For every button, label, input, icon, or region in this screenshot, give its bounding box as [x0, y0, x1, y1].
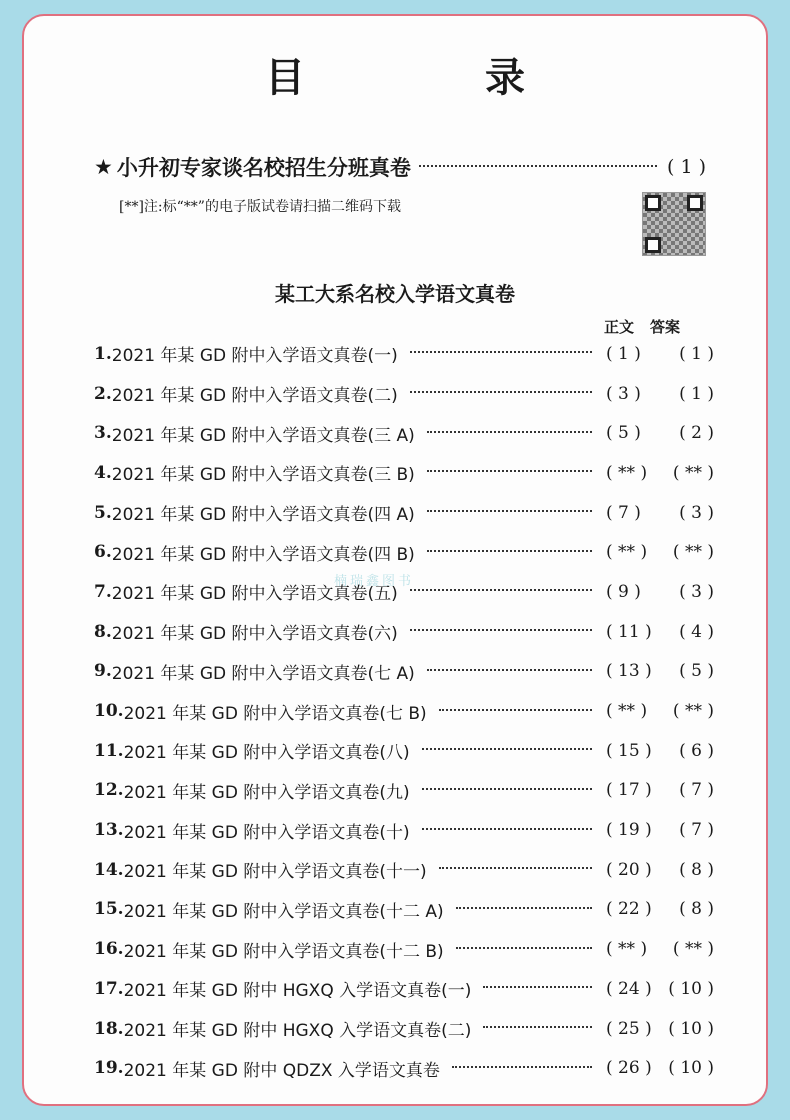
toc-row-pages [606, 661, 714, 681]
toc-row-answer-page: ( 1 ) [679, 343, 714, 364]
dot-leader [419, 164, 657, 167]
dot-leader [439, 866, 592, 869]
dot-leader [427, 430, 592, 433]
watermark: 楠瑞鑫图书 [334, 574, 415, 589]
toc-row-main-page: ( 20 ) [606, 859, 652, 880]
column-header-answer: 答案 [650, 318, 681, 336]
toc-row-pages [606, 899, 714, 919]
toc-row-number: 7. [94, 581, 112, 602]
toc-row-title: 2021 年某 GD 附中入学语文真卷(十一) [123, 862, 427, 883]
toc-row[interactable] [94, 929, 714, 969]
toc-row[interactable] [94, 612, 714, 652]
toc-row-title: 2021 年某 GD 附中入学语文真卷(八) [123, 743, 410, 764]
featured-entry-label: 小升初专家谈名校招生分班真卷 [116, 156, 411, 180]
toc-row-main-page: ( 26 ) [606, 1058, 652, 1079]
toc-row-title: 2021 年某 GD 附中入学语文真卷(二) [111, 386, 398, 407]
toc-row-title: 2021 年某 GD 附中 QDZX 入学语文真卷 [123, 1060, 440, 1081]
toc-row-answer-page: ( 3 ) [679, 581, 714, 602]
toc-row-answer-page: ( ** ) [672, 939, 714, 960]
toc-row-title: 2021 年某 GD 附中入学语文真卷(三 A) [111, 425, 415, 446]
dot-leader [422, 787, 592, 790]
toc-row-title: 2021 年某 GD 附中入学语文真卷(十) [123, 822, 410, 843]
toc-row-pages [606, 701, 714, 721]
toc-row-answer-page: ( 1 ) [679, 383, 714, 404]
toc-row[interactable] [94, 969, 714, 1009]
toc-row-main-page: ( 25 ) [606, 1018, 652, 1039]
qr-finder-pattern [645, 195, 661, 211]
toc-row[interactable] [94, 691, 714, 731]
section-title: 某工大系名校入学语文真卷 [275, 282, 515, 306]
toc-row-pages [606, 622, 714, 642]
dot-leader [422, 827, 592, 830]
dot-leader [456, 906, 592, 909]
toc-row-pages [606, 741, 714, 761]
toc-row-number: 10. [94, 701, 124, 722]
toc-row[interactable] [94, 334, 714, 374]
toc-row-number: 9. [94, 661, 112, 682]
toc-row-number: 18. [94, 1018, 124, 1039]
toc-row-pages [606, 542, 714, 562]
toc-row-number: 11. [94, 740, 124, 761]
dot-leader [456, 946, 592, 949]
toc-row[interactable] [94, 1009, 714, 1049]
toc-row-main-page: ( ** ) [606, 701, 648, 722]
toc-row-main-page: ( 1 ) [606, 343, 641, 364]
toc-row-pages [606, 582, 714, 602]
toc-row-answer-page: ( ** ) [672, 701, 714, 722]
toc-row[interactable] [94, 532, 714, 572]
toc-row-pages [606, 384, 714, 404]
toc-row-main-page: ( 13 ) [606, 661, 652, 682]
toc-row-answer-page: ( 6 ) [679, 740, 714, 761]
toc-row-answer-page: ( 8 ) [679, 859, 714, 880]
toc-row-answer-page: ( 10 ) [668, 978, 714, 999]
toc-row-main-page: ( ** ) [606, 939, 648, 960]
toc-row-title: 2021 年某 GD 附中入学语文真卷(六) [111, 624, 398, 645]
toc-row-main-page: ( 19 ) [606, 820, 652, 841]
toc-row-title: 2021 年某 GD 附中入学语文真卷(五) [111, 584, 398, 605]
toc-row[interactable] [94, 890, 714, 930]
toc-row-title: 2021 年某 GD 附中入学语文真卷(一) [111, 346, 398, 367]
toc-row-answer-page: ( 4 ) [679, 621, 714, 642]
toc-row-title: 2021 年某 GD 附中 HGXQ 入学语文真卷(一) [123, 981, 472, 1002]
toc-row[interactable] [94, 1048, 714, 1088]
toc-row-pages [606, 1019, 714, 1039]
toc-row-number: 17. [94, 978, 124, 999]
featured-entry-page: ( 1 ) [667, 156, 706, 178]
toc-row-answer-page: ( 3 ) [679, 502, 714, 523]
toc-row-answer-page: ( 10 ) [668, 1018, 714, 1039]
toc-row-main-page: ( 17 ) [606, 780, 652, 801]
dot-leader [452, 1065, 592, 1068]
dot-leader [410, 628, 592, 631]
toc-row-main-page: ( 5 ) [606, 423, 641, 444]
toc-row-title: 2021 年某 GD 附中入学语文真卷(七 B) [123, 703, 427, 724]
toc-row-title: 2021 年某 GD 附中入学语文真卷(十二 A) [123, 901, 444, 922]
dot-leader [410, 390, 592, 393]
toc-row-number: 19. [94, 1058, 124, 1079]
toc-row-answer-page: ( 5 ) [679, 661, 714, 682]
toc-row-number: 14. [94, 859, 124, 880]
dot-leader [427, 668, 592, 671]
toc-row-title: 2021 年某 GD 附中入学语文真卷(七 A) [111, 663, 415, 684]
dot-leader [422, 747, 592, 750]
toc-row-answer-page: ( 8 ) [679, 899, 714, 920]
toc-row-answer-page: ( 2 ) [679, 423, 714, 444]
toc-row-number: 15. [94, 899, 124, 920]
toc-row-number: 13. [94, 820, 124, 841]
dot-leader [410, 350, 592, 353]
toc-row-title: 2021 年某 GD 附中入学语文真卷(四 A) [111, 505, 415, 526]
toc-row-number: 5. [94, 502, 112, 523]
dot-leader [410, 588, 592, 591]
toc-row-number: 6. [94, 542, 112, 563]
toc-row-title: 2021 年某 GD 附中入学语文真卷(十二 B) [123, 941, 444, 962]
toc-row[interactable] [94, 771, 714, 811]
toc-row-pages [606, 820, 714, 840]
toc-row-title: 2021 年某 GD 附中入学语文真卷(三 B) [111, 465, 415, 486]
toc-row-main-page: ( 11 ) [606, 621, 652, 642]
dot-leader [427, 549, 592, 552]
dot-leader [427, 469, 592, 472]
toc-row-main-page: ( ** ) [606, 542, 648, 563]
document-page [22, 14, 768, 1106]
toc-row-title: 2021 年某 GD 附中入学语文真卷(四 B) [111, 544, 415, 565]
toc-row-pages [606, 780, 714, 800]
toc-row-number: 1. [94, 343, 112, 364]
toc-row-title: 2021 年某 GD 附中入学语文真卷(九) [123, 782, 410, 803]
toc-row-answer-page: ( ** ) [672, 542, 714, 563]
dot-leader [427, 509, 592, 512]
toc-row[interactable] [94, 413, 714, 453]
toc-row-number: 12. [94, 780, 124, 801]
toc-row-number: 8. [94, 621, 112, 642]
star-icon: ★ [94, 155, 113, 179]
toc-row-title: 2021 年某 GD 附中 HGXQ 入学语文真卷(二) [123, 1021, 472, 1042]
column-header-main: 正文 [604, 318, 635, 336]
toc-row-pages [606, 939, 714, 959]
toc-row-pages [606, 1058, 714, 1078]
toc-row[interactable] [94, 572, 714, 612]
toc-row-pages [606, 860, 714, 880]
toc-row-main-page: ( 15 ) [606, 740, 652, 761]
toc-row-main-page: ( 7 ) [606, 502, 641, 523]
qr-code-icon[interactable] [642, 192, 706, 256]
toc-row-answer-page: ( 7 ) [679, 820, 714, 841]
dot-leader [439, 708, 592, 711]
dot-leader [483, 985, 592, 988]
toc-row[interactable] [94, 453, 714, 493]
toc-row[interactable] [94, 850, 714, 890]
toc-row-pages [606, 344, 714, 364]
toc-row-answer-page: ( ** ) [672, 462, 714, 483]
featured-entry[interactable] [94, 152, 706, 182]
toc-row-number: 2. [94, 383, 112, 404]
toc-row[interactable] [94, 493, 714, 533]
toc-row-pages [606, 463, 714, 483]
toc-row-pages [606, 423, 714, 443]
download-note: [**]注:标“**”的电子版试卷请扫描二维码下载 [119, 199, 401, 215]
toc-row[interactable] [94, 810, 714, 850]
toc-row[interactable] [94, 731, 714, 771]
toc-row-main-page: ( 9 ) [606, 581, 641, 602]
toc-row-main-page: ( 3 ) [606, 383, 641, 404]
toc-row-number: 4. [94, 462, 112, 483]
qr-finder-pattern [687, 195, 703, 211]
toc-row-number: 3. [94, 423, 112, 444]
toc-row-main-page: ( 22 ) [606, 899, 652, 920]
toc-row-answer-page: ( 7 ) [679, 780, 714, 801]
qr-finder-pattern [645, 237, 661, 253]
toc-row[interactable] [94, 652, 714, 692]
toc-row-number: 16. [94, 939, 124, 960]
toc-row-main-page: ( ** ) [606, 462, 648, 483]
page-title: 目 录 [265, 55, 595, 101]
toc-row-pages [606, 503, 714, 523]
toc-row[interactable] [94, 374, 714, 414]
dot-leader [483, 1025, 592, 1028]
toc-row-answer-page: ( 10 ) [668, 1058, 714, 1079]
toc-list [94, 334, 714, 1088]
toc-row-pages [606, 979, 714, 999]
toc-row-main-page: ( 24 ) [606, 978, 652, 999]
